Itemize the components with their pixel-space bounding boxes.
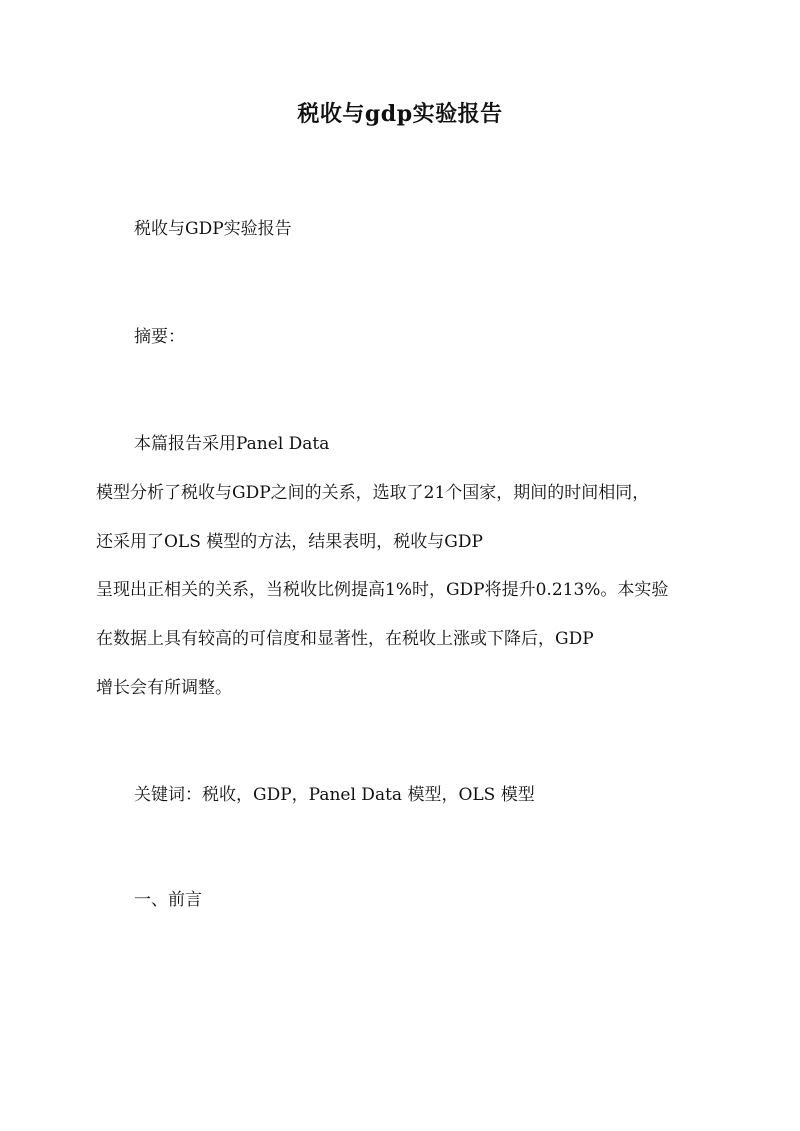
abstract-line: 还采用了OLS 模型的方法，结果表明，税收与GDP — [96, 532, 483, 552]
abstract-line: 模型分析了税收与GDP之间的关系，选取了21个国家，期间的时间相同， — [96, 483, 650, 503]
abstract-line: 呈现出正相关的关系，当税收比例提高1%时，GDP将提升0.213%。本实验 — [96, 580, 669, 600]
section-heading-preface: 一、前言 — [134, 890, 202, 910]
abstract-heading: 摘要： — [134, 327, 185, 347]
report-subtitle: 税收与GDP实验报告 — [134, 219, 292, 239]
document-title: 税收与gdp实验报告 — [297, 101, 503, 127]
keywords-line: 关键词：税收，GDP，Panel Data 模型，OLS 模型 — [134, 785, 535, 805]
abstract-line: 本篇报告采用Panel Data — [134, 434, 330, 454]
abstract-line: 增长会有所调整。 — [96, 678, 232, 698]
abstract-line: 在数据上具有较高的可信度和显著性，在税收上涨或下降后，GDP — [96, 629, 594, 649]
